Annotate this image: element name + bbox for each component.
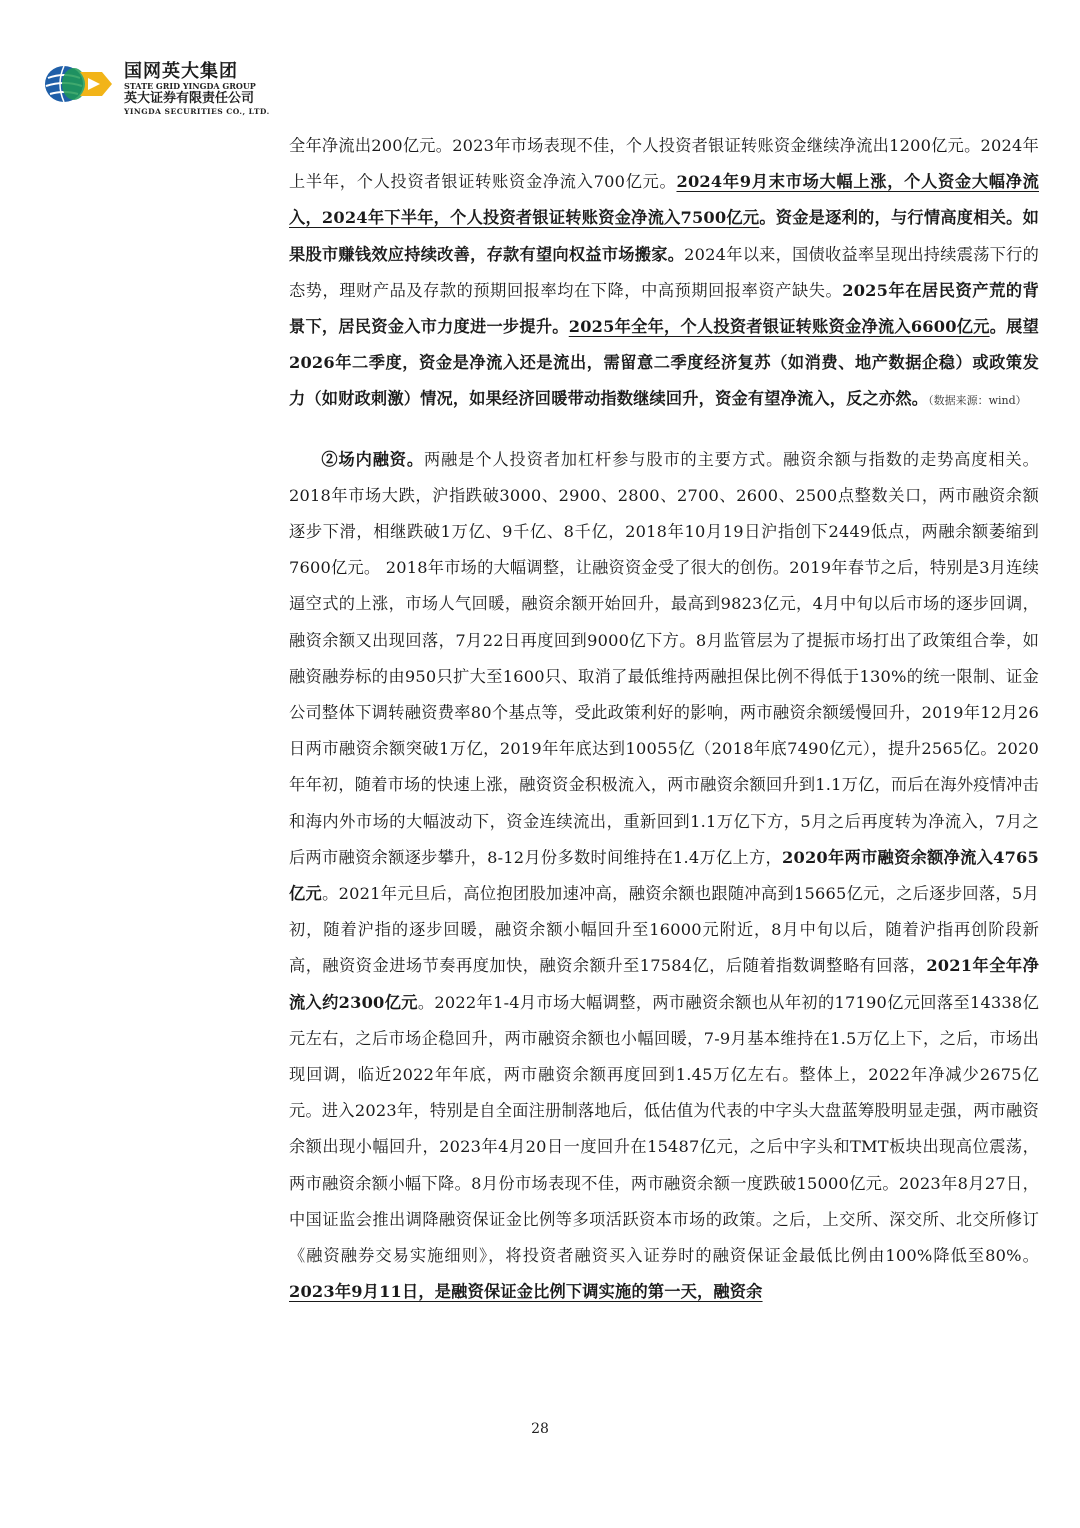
text-run: 。展望2026年二季度，资金是净流入还是流出，需留意二季度经济复苏（如消费、地产数据企稳）或政策发力（如财政刺激）情况，如果经济回暖带动指数继续回升，资金有望净流入，反之亦然。 [289,317,1039,409]
document-body [289,128,1039,1311]
text-run: 2021年全年净流入约2300亿元 [289,956,1039,1012]
text-run: （数据来源：wind） [928,394,1027,408]
text-run: 两融是个人投资者加杠杆参与股市的主要方式。融资余额与指数的走势高度相关。2018年市场大跌，沪指跌破3000、2900、2800、2700、2600、2500点整数关口，两市融资余额逐步下滑，相继跌破1万亿、9千亿、8千亿，2018年10月19日沪指创下2449低点，两融余额萎缩到7600亿元。 2018年市场的大幅调整，让融资资金受了很大的创伤。2019年春节之后，特别是3月连续逼空式的上涨，市场人气回暖，融资余额开始回升，最高到9823亿元，4月中旬以后市场的逐步回调，融资余额又出现回落，7月22日再度回到9000亿下方。8月监管层为了提振市场打出了政策组合拳，如融资融券标的由950只扩大至1600只、取消了最低维持两融担保比例不得低于130%的统一限制、证金公司整体下调转融资费率80个基点等，受此政策利好的影响，两市融资余额缓慢回升，2019年12月26日两市融资余额突破1万亿，2019年年底达到10055亿（2018年底7490亿元），提升2565亿。2020年年初，随着市场的快速上涨，融资资金积极流入，两市融资余额回升到1.1万亿，而后在海外疫情冲击和海内外市场的大幅波动下，资金连续流出，重新回到1.1万亿下方，5月之后再度转为净流入，7月之后两市融资余额逐步攀升，8-12月份多数时间维持在1.4万亿上方， [289,449,1039,867]
text-run: 2023年9月11日，是融资保证金比例下调实施的第一天，融资余 [289,1282,763,1302]
text-run: 。2022年1-4月市场大幅调整，两市融资余额也从年初的17190亿元回落至14338亿元左右，之后市场企稳回升，两市融资余额也小幅回暖，7-9月基本维持在1.5万亿上下，之后，市场出现回调，临近2022年年底，两市融资余额再度回到1.45万亿左右。整体上，2022年净减少2675亿元。进入2023年，特别是自全面注册制落地后，低估值为代表的中字头大盘蓝筹股明显走强，两市融资余额出现小幅回升，2023年4月20日一度回升在15487亿元，之后中字头和TMT板块出现高位震荡，两市融资余额小幅下降。8月份市场表现不佳，两市融资余额一度跌破15000亿元。2023年8月27日，中国证监会推出调降融资保证金比例等多项活跃资本市场的政策。之后，上交所、深交所、北交所修订《融资融券交易实施细则》，将投资者融资买入证券时的融资保证金最低比例由100%降低至80%。 [289,992,1039,1266]
text-run: 2025年全年，个人投资者银证转账资金净流入6600亿元 [568,317,990,337]
paragraph-margin-financing [289,442,1039,1311]
text-run: 2024年以来，国债收益率呈现出持续震荡下行的态势，理财产品及存款的预期回报率均在下降，中高预期回报率资产缺失。 [289,244,1039,300]
text-run: 2020年两市融资余额净流入4765亿元 [289,847,1039,904]
company-name-cn: 国网英大集团 [124,61,238,82]
text-run: 2024年9月末市场大幅上涨，个人资金大幅净流入，2024年下半年，个人投资者银证转账资金净流入7500亿元 [289,172,1039,228]
subsidiary-name-en: YINGDA SECURITIES CO., LTD. [124,107,270,116]
text-run: 。2021年元旦后，高位抱团股加速冲高，融资余额也跟随冲高到15665亿元，之后逐步回落，5月初，随着沪指的逐步回暖，融资余额小幅回升至16000元附近，8月中旬以后，随着沪指再创阶段新高，融资资金进场节奏再度加快，融资余额升至17584亿，后随着指数调整略有回落， [289,884,1039,976]
text-run: 2025年在居民资产荒的背景下，居民资金入市力度进一步提升。 [289,280,1039,337]
company-name-block [124,62,270,116]
company-name-en: STATE GRID YINGDA GROUP [124,81,256,91]
page-number: 28 [531,1421,549,1437]
text-run: ②场内融资。 [321,449,425,469]
subsidiary-name-cn: 英大证券有限责任公司 [124,91,255,106]
text-run: 全年净流出200亿元。2023年市场表现不佳，个人投资者银证转账资金继续净流出1200亿元。2024年上半年，个人投资者银证转账资金净流入700亿元。 [289,136,1039,192]
state-grid-logo-icon [44,64,114,104]
text-run: 。资金是逐利的，与行情高度相关。如果股市赚钱效应持续改善，存款有望向权益市场搬家。 [289,208,1039,264]
paragraph-fund-flows [289,128,1039,420]
